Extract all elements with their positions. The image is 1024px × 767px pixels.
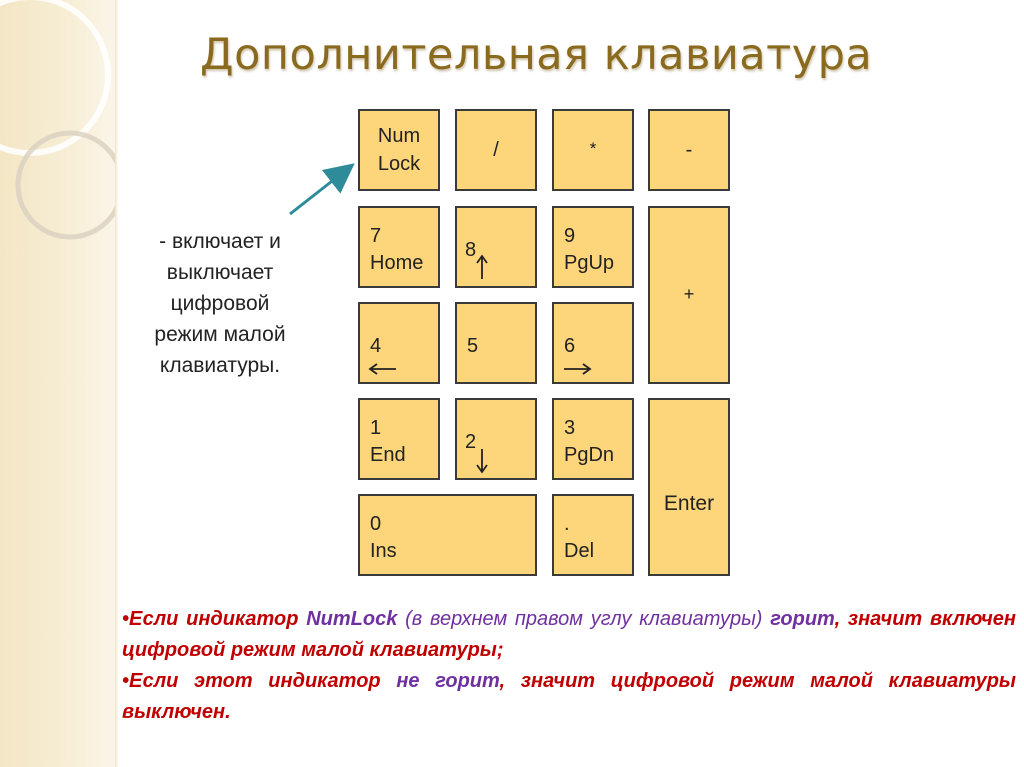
key-label: 2 xyxy=(465,431,477,453)
key-label: - xyxy=(685,139,693,161)
key-label: 6 xyxy=(564,335,576,357)
bullet: • xyxy=(122,608,130,630)
decorative-rings xyxy=(0,0,118,767)
key-label: End xyxy=(370,444,406,466)
key-9-pgup[interactable] xyxy=(552,206,634,288)
decorative-side-band xyxy=(0,0,118,767)
key-label: 8 xyxy=(465,239,477,261)
key-label: 1 xyxy=(370,417,382,439)
note-text: Если индикатор xyxy=(129,608,307,630)
key-label: PgUp xyxy=(564,252,615,274)
key-divide[interactable] xyxy=(455,109,537,191)
key-label: * xyxy=(589,139,597,158)
page-title: Дополнительная клавиатура xyxy=(200,30,873,80)
indicator-notes xyxy=(122,604,1016,728)
key-label: Num xyxy=(377,125,421,147)
key-label: Enter xyxy=(663,492,715,515)
key-8-up[interactable] xyxy=(455,206,537,288)
key-label: 7 xyxy=(370,225,382,247)
key-multiply[interactable] xyxy=(552,109,634,191)
key-2-down[interactable] xyxy=(455,398,537,480)
key-5[interactable] xyxy=(455,302,537,384)
numlock-term: NumLock xyxy=(306,608,398,630)
key-numlock[interactable] xyxy=(358,109,440,191)
bullet: • xyxy=(122,670,130,692)
key-label: 5 xyxy=(467,335,479,357)
note-numlock-on xyxy=(122,604,1016,666)
note-text: Если этот индикатор xyxy=(129,670,397,692)
note-text: , значит цифровой режим малой клавиатуры выключен. xyxy=(122,670,1016,723)
numlock-description: - включает и выключает цифровой режим малой клавиатуры. xyxy=(154,230,286,377)
arrow-down-icon xyxy=(475,448,489,474)
key-4-left[interactable] xyxy=(358,302,440,384)
key-label: / xyxy=(493,139,499,161)
note-text: , значит включен цифровой режим малой клавиатуры; xyxy=(122,608,1017,661)
key-label: 0 xyxy=(370,513,382,535)
key-enter[interactable] xyxy=(648,398,730,576)
key-6-right[interactable] xyxy=(552,302,634,384)
key-label: PgDn xyxy=(564,444,615,466)
arrow-left-icon xyxy=(368,362,398,376)
key-label: 9 xyxy=(564,225,576,247)
key-plus[interactable] xyxy=(648,206,730,384)
key-label: 3 xyxy=(564,417,576,439)
key-label: Home xyxy=(370,252,424,274)
key-label: Del xyxy=(564,540,595,562)
note-numlock-off xyxy=(122,666,1016,728)
note-text: не горит xyxy=(396,670,500,692)
note-text: (в верхнем правом углу клавиатуры) xyxy=(397,608,771,630)
key-3-pgdn[interactable] xyxy=(552,398,634,480)
key-label: Lock xyxy=(377,153,421,175)
arrow-up-icon xyxy=(475,254,489,280)
key-dot-del[interactable] xyxy=(552,494,634,576)
note-text: горит xyxy=(770,608,835,630)
arrow-right-icon xyxy=(562,362,592,376)
key-7-home[interactable] xyxy=(358,206,440,288)
key-label: Ins xyxy=(370,540,397,562)
key-label: . xyxy=(564,513,570,535)
key-label: + xyxy=(683,284,695,304)
key-label: 4 xyxy=(370,335,382,357)
key-0-ins[interactable] xyxy=(358,494,537,576)
key-minus[interactable] xyxy=(648,109,730,191)
key-1-end[interactable] xyxy=(358,398,440,480)
